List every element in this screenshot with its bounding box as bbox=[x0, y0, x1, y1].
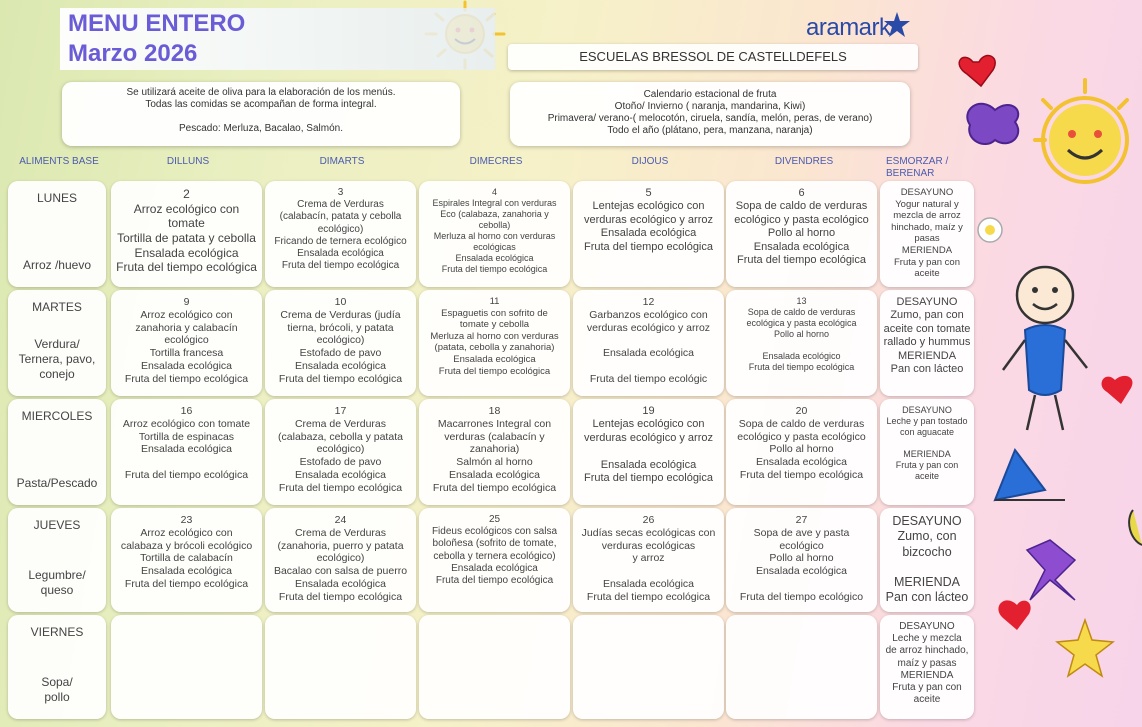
menu-line: bizcocho bbox=[902, 544, 952, 559]
menu-line: Fruta y pan con bbox=[893, 256, 960, 268]
menu-line: Macarrones Integral con bbox=[437, 417, 552, 430]
menu-line: ecológico y pasta ecológico bbox=[734, 213, 869, 226]
day-number: 20 bbox=[795, 405, 808, 417]
menu-line: Fruta del tiempo ecológica bbox=[435, 575, 554, 587]
menu-line bbox=[573, 565, 724, 578]
menu-line: y arroz bbox=[632, 552, 665, 565]
menu-line: Fideus ecológicos con salsa bbox=[431, 526, 558, 538]
category-line: Pasta/Pescado bbox=[16, 476, 98, 490]
menu-cell bbox=[111, 399, 262, 505]
menu-line: Fruta del tiempo ecológica bbox=[739, 469, 864, 482]
menu-line: Bacalao con salsa de puerro bbox=[273, 565, 408, 578]
day-number: 5 bbox=[645, 187, 652, 199]
menu-line: DESAYUNO bbox=[899, 621, 955, 632]
menu-line: Fruta del tiempo ecológica bbox=[124, 469, 249, 482]
day-number: 25 bbox=[488, 514, 501, 525]
menu-line: Fruta del tiempo ecológic bbox=[589, 372, 708, 385]
menu-cell bbox=[265, 615, 416, 719]
row-header bbox=[8, 615, 106, 719]
school-name: ESCUELAS BRESSOL DE CASTELLDEFELS bbox=[508, 44, 918, 70]
menu-line: Lentejas ecológico con bbox=[592, 418, 705, 431]
food-category bbox=[8, 675, 106, 705]
menu-line: ecológico) bbox=[316, 443, 365, 456]
menu-line: ecológico y pasta ecológico bbox=[737, 430, 866, 443]
menu-line: Pollo al horno bbox=[767, 227, 836, 240]
row-header bbox=[8, 181, 106, 287]
menu-line: verduras ecológico y arroz bbox=[583, 431, 713, 444]
category-line: pollo bbox=[44, 690, 70, 704]
day-number: 10 bbox=[334, 296, 347, 308]
menu-cell bbox=[419, 508, 570, 612]
menu-line: cebolla y ternera ecológico) bbox=[433, 550, 556, 562]
menu-line: maíz y pasas bbox=[897, 657, 957, 669]
notes-general bbox=[62, 82, 460, 146]
menu-line: Zumo, con bbox=[897, 529, 957, 544]
menu-line: de arroz hinchado, bbox=[885, 645, 969, 657]
menu-cell bbox=[726, 399, 877, 505]
menu-line: Fruta del tiempo ecológica bbox=[116, 260, 257, 275]
menu-line bbox=[573, 334, 724, 347]
day-number: 19 bbox=[642, 405, 655, 417]
menu-line: Ensalada ecológica bbox=[140, 443, 233, 456]
menu-line: Judías secas ecológicas con bbox=[581, 526, 716, 539]
menu-line: rallado y hummus bbox=[883, 336, 971, 349]
menu-line: MERIENDA bbox=[900, 669, 954, 681]
menu-line: Fruta del tiempo ecológica bbox=[748, 361, 855, 372]
menu-line: Fricando de ternera ecológico bbox=[274, 235, 407, 247]
menu-cell bbox=[726, 181, 877, 287]
day-number: 26 bbox=[642, 514, 655, 526]
food-category bbox=[8, 258, 106, 273]
menu-line: Crema de Verduras bbox=[297, 199, 384, 211]
day-number: 2 bbox=[183, 187, 190, 201]
menu-line: MERIENDA bbox=[894, 575, 960, 589]
menu-line: Ensalada ecológica bbox=[294, 578, 387, 591]
menu-line: Ensalada ecológica bbox=[455, 252, 534, 263]
menu-line: Ensalada ecológica bbox=[602, 347, 695, 360]
menu-line: Ensalada ecológica bbox=[453, 353, 536, 365]
menu-line: tomate y cebolla bbox=[459, 319, 530, 331]
snack-cell bbox=[880, 615, 974, 719]
menu-line: Ensalada ecológica bbox=[755, 565, 848, 578]
menu-cell bbox=[265, 181, 416, 287]
menu-line: Pollo al horno bbox=[773, 328, 830, 339]
snack-cell bbox=[880, 399, 974, 505]
menu-cell bbox=[726, 290, 877, 396]
day-number: 17 bbox=[334, 405, 347, 417]
menu-line: Ensalada ecológica bbox=[448, 469, 541, 482]
menu-line: Ensalada ecológica bbox=[451, 562, 538, 574]
menu-line: Merluza al horno con verduras bbox=[433, 230, 556, 241]
menu-line: verduras ecológico y arroz bbox=[586, 321, 711, 334]
menu-line bbox=[726, 340, 877, 351]
menu-line: DESAYUNO bbox=[892, 514, 962, 528]
brand-star-icon bbox=[882, 10, 912, 40]
menu-line bbox=[726, 578, 877, 591]
menu-line: Ensalada ecológica bbox=[140, 565, 233, 578]
menu-line: Pan con lácteo bbox=[890, 363, 964, 376]
menu-line: Fruta del tiempo ecológica bbox=[583, 240, 713, 253]
menu-line: Ensalada ecológica bbox=[600, 227, 697, 240]
menu-line: ecológico) bbox=[316, 334, 365, 347]
menu-line: Tortilla de espinacas bbox=[138, 430, 235, 443]
note-line: Todo el año (plátano, pera, manzana, naranja) bbox=[607, 125, 813, 136]
menu-line: ecológico) bbox=[317, 223, 364, 235]
menu-line: Ensalada ecológica bbox=[294, 360, 387, 373]
day-number: 9 bbox=[183, 296, 190, 308]
category-line: Ternera, pavo, bbox=[18, 352, 96, 366]
column-header: DILLUNS bbox=[166, 156, 210, 167]
menu-line: Tortilla francesa bbox=[149, 347, 224, 360]
menu-line: Espaguetis con sofrito de bbox=[441, 307, 548, 319]
column-header: DIMECRES bbox=[469, 156, 523, 167]
menu-line: Ensalada ecológica bbox=[602, 578, 695, 591]
category-line: Arroz /huevo bbox=[22, 258, 92, 272]
menu-line: hinchado, maíz y bbox=[891, 221, 963, 233]
menu-line: Eco (calabaza, zanahoria y bbox=[440, 208, 549, 219]
menu-line bbox=[573, 360, 724, 373]
brand-logo bbox=[806, 14, 891, 42]
menu-cell bbox=[573, 399, 724, 505]
menu-line: aceite bbox=[914, 268, 940, 280]
menu-line: Sopa de ave y pasta bbox=[753, 526, 850, 539]
menu-line: aceite bbox=[913, 694, 941, 706]
menu-line: Ensalada ecológica bbox=[294, 469, 387, 482]
note-line: Pescado: Merluza, Bacalao, Salmón. bbox=[179, 123, 343, 134]
snack-cell bbox=[880, 290, 974, 396]
menu-line: Fruta del tiempo ecológica bbox=[278, 372, 403, 385]
row-header bbox=[8, 399, 106, 505]
menu-line: MERIENDA bbox=[901, 244, 953, 256]
menu-line: (calabaza, cebolla y patata bbox=[278, 430, 403, 443]
menu-cell bbox=[726, 508, 877, 612]
menu-cell bbox=[111, 615, 262, 719]
menu-cell bbox=[265, 290, 416, 396]
menu-line: Fruta del tiempo ecológica bbox=[736, 254, 866, 267]
menu-cell bbox=[265, 508, 416, 612]
day-number: 13 bbox=[796, 296, 807, 306]
day-name: LUNES bbox=[36, 191, 77, 205]
day-name: VIERNES bbox=[30, 625, 84, 639]
menu-line: Fruta del tiempo ecológica bbox=[281, 260, 400, 272]
menu-line: Ensalada ecológica bbox=[600, 458, 697, 471]
menu-cell bbox=[419, 290, 570, 396]
menu-line: Fruta del tiempo ecológico bbox=[739, 590, 864, 603]
menu-line: Fruta del tiempo ecológica bbox=[124, 372, 249, 385]
column-header: DIVENDRES bbox=[774, 156, 834, 167]
menu-line: Ensalada ecológica bbox=[134, 245, 239, 260]
menu-cell bbox=[419, 615, 570, 719]
menu-line: aceite bbox=[914, 470, 940, 481]
menu-cell bbox=[573, 290, 724, 396]
day-number: 18 bbox=[488, 405, 501, 417]
menu-line: Sopa de caldo de verduras bbox=[738, 417, 865, 430]
menu-line: tierna, brócoli, y patata bbox=[287, 321, 394, 334]
menu-line: Fruta y pan con bbox=[895, 459, 959, 470]
menu-line: Fruta del tiempo ecológica bbox=[124, 578, 249, 591]
menu-line: mezcla de arroz bbox=[893, 210, 961, 222]
menu-line: Pan con lácteo bbox=[885, 590, 969, 605]
menu-line: Fruta del tiempo ecológica bbox=[586, 590, 711, 603]
menu-line: Garbanzos ecológico con bbox=[589, 308, 708, 321]
menu-line: MERIENDA bbox=[903, 448, 951, 459]
menu-line: Estofado de pavo bbox=[299, 347, 382, 360]
menu-line: zanahoria y calabacín bbox=[135, 321, 238, 334]
row-header bbox=[8, 508, 106, 612]
menu-cell bbox=[573, 181, 724, 287]
menu-cell bbox=[265, 399, 416, 505]
menu-line: Salmón al horno bbox=[456, 456, 533, 469]
menu-cell bbox=[419, 399, 570, 505]
menu-line: Fruta del tiempo ecológica bbox=[278, 590, 403, 603]
menu-line bbox=[573, 445, 724, 458]
day-name: MIERCOLES bbox=[21, 409, 93, 423]
menu-line bbox=[880, 560, 974, 575]
menu-line: zanahoria) bbox=[469, 443, 520, 456]
column-header: ALIMENTS BASE bbox=[19, 156, 99, 167]
menu-line: pasas bbox=[914, 233, 940, 245]
menu-line: Arroz ecológico con bbox=[133, 201, 240, 216]
menu-line: Yogur natural y bbox=[895, 198, 959, 210]
category-line: Verdura/ bbox=[34, 337, 80, 351]
menu-line: ecológica y pasta ecológica bbox=[746, 317, 857, 328]
menu-line: aceite con tomate bbox=[883, 322, 971, 335]
menu-line: MERIENDA bbox=[897, 349, 957, 362]
decorative-drawings bbox=[955, 40, 1142, 727]
menu-line: Crema de Verduras (judía bbox=[280, 308, 401, 321]
menu-line: verduras ecológicas bbox=[601, 539, 696, 552]
menu-line: DESAYUNO bbox=[900, 187, 954, 198]
menu-line: Arroz ecológico con bbox=[140, 308, 233, 321]
category-line: Sopa/ bbox=[41, 675, 73, 689]
menu-line: verduras ecológico y arroz bbox=[583, 213, 713, 226]
menu-line bbox=[111, 456, 262, 469]
page-title: MENU ENTERO bbox=[68, 10, 246, 37]
menu-line: Crema de Verduras bbox=[294, 417, 387, 430]
day-name: JUEVES bbox=[33, 518, 81, 532]
day-number: 23 bbox=[180, 514, 193, 526]
note-line: Otoño/ Invierno ( naranja, mandarina, Kiwi) bbox=[614, 101, 806, 112]
menu-line: DESAYUNO bbox=[902, 405, 952, 415]
note-line: Calendario estacional de fruta bbox=[643, 89, 777, 100]
menu-cell bbox=[111, 508, 262, 612]
menu-line: Ensalada ecológica bbox=[297, 248, 384, 260]
menu-line: Estofado de pavo bbox=[299, 456, 382, 469]
menu-line: Arroz ecológico con bbox=[140, 526, 233, 539]
menu-cell bbox=[573, 508, 724, 612]
day-number: 24 bbox=[334, 514, 347, 526]
category-line: Legumbre/ bbox=[28, 568, 86, 582]
menu-line: con aguacate bbox=[899, 426, 955, 437]
food-category bbox=[8, 568, 106, 598]
page-subtitle-month: Marzo 2026 bbox=[68, 40, 198, 67]
menu-line: ecológicas bbox=[473, 241, 516, 252]
menu-cell bbox=[726, 615, 877, 719]
menu-line: Ensalada ecológica bbox=[140, 360, 233, 373]
day-number: 6 bbox=[798, 187, 805, 199]
menu-line: Fruta del tiempo ecológica bbox=[278, 481, 403, 494]
menu-line bbox=[880, 438, 974, 449]
column-header: DIJOUS bbox=[631, 156, 669, 167]
note-line bbox=[62, 111, 460, 123]
menu-line: Ensalada ecológica bbox=[753, 240, 850, 253]
menu-line: Fruta del tiempo ecológica bbox=[583, 472, 713, 485]
row-header bbox=[8, 290, 106, 396]
category-line: queso bbox=[40, 583, 74, 597]
menu-line: Espirales Integral con verduras bbox=[432, 197, 557, 208]
menu-cell bbox=[111, 181, 262, 287]
menu-line: Sopa de caldo de verduras bbox=[735, 200, 868, 213]
menu-line: Ensalada ecológica bbox=[755, 456, 848, 469]
menu-line: Zumo, pan con bbox=[890, 309, 964, 322]
menu-line: Sopa de caldo de verduras bbox=[747, 306, 856, 317]
menu-line: Leche y mezcla bbox=[892, 633, 962, 645]
menu-line: Tortilla de patata y cebolla bbox=[117, 230, 256, 245]
menu-line: cebolla) bbox=[478, 219, 511, 230]
menu-line: Fruta del tiempo ecológica bbox=[438, 365, 551, 377]
menu-cell bbox=[573, 615, 724, 719]
menu-line: DESAYUNO bbox=[896, 296, 958, 308]
menu-cell bbox=[419, 181, 570, 287]
day-number: 27 bbox=[795, 514, 808, 526]
menu-line: Fruta del tiempo ecológica bbox=[441, 263, 548, 274]
menu-line: Fruta del tiempo ecológica bbox=[432, 481, 557, 494]
food-category bbox=[8, 337, 106, 382]
menu-line: ecológico bbox=[779, 539, 824, 552]
menu-line: Leche y pan tostado bbox=[886, 415, 968, 426]
menu-line: boloñesa (sofrito de tomate, bbox=[432, 538, 557, 550]
day-number: 12 bbox=[642, 296, 655, 308]
day-number: 4 bbox=[491, 187, 497, 197]
menu-line: tomate bbox=[168, 216, 205, 231]
menu-line: Tortilla de calabacín bbox=[140, 552, 233, 565]
menu-line: Crema de Verduras bbox=[294, 526, 387, 539]
menu-line: Arroz ecológico con tomate bbox=[122, 417, 251, 430]
menu-line: (patata, cebolla y zanahoria) bbox=[434, 342, 555, 354]
menu-line: (zanahoria, puerro y patata bbox=[277, 539, 404, 552]
menu-line: Merluza al horno con verduras bbox=[430, 330, 559, 342]
notes-fruit-calendar bbox=[510, 82, 910, 146]
snack-cell bbox=[880, 181, 974, 287]
column-header: DIMARTS bbox=[319, 156, 365, 167]
day-number: 16 bbox=[180, 405, 193, 417]
day-number: 3 bbox=[337, 187, 344, 198]
brand-name: aramark bbox=[806, 14, 891, 41]
food-category bbox=[8, 476, 106, 491]
menu-line: ecológico) bbox=[316, 552, 365, 565]
menu-line: Fruta y pan con bbox=[892, 682, 962, 694]
menu-line: calabaza y brócoli ecológico bbox=[120, 539, 253, 552]
menu-line: verduras (calabacín y bbox=[444, 430, 545, 443]
menu-line: Lentejas ecológico con bbox=[592, 200, 705, 213]
day-name: MARTES bbox=[32, 300, 82, 314]
menu-line: Ensalada ecológico bbox=[762, 350, 841, 361]
menu-line: Pollo al horno bbox=[769, 552, 834, 565]
column-header: ESMORZAR / BERENAR bbox=[886, 156, 949, 179]
menu-line: (calabacín, patata y cebolla bbox=[279, 211, 402, 223]
menu-line: Pollo al horno bbox=[769, 443, 834, 456]
menu-cell bbox=[111, 290, 262, 396]
note-line: Todas las comidas se acompañan de forma integral. bbox=[145, 99, 377, 110]
note-line: Se utilizará aceite de oliva para la elaboración de los menús. bbox=[126, 87, 396, 98]
snack-cell bbox=[880, 508, 974, 612]
category-line: conejo bbox=[39, 367, 75, 381]
day-number: 11 bbox=[489, 296, 500, 307]
menu-line: ecológico bbox=[164, 334, 209, 347]
note-line: Primavera/ verano-( melocotón, ciruela, sandía, melón, peras, de verano) bbox=[547, 113, 873, 124]
